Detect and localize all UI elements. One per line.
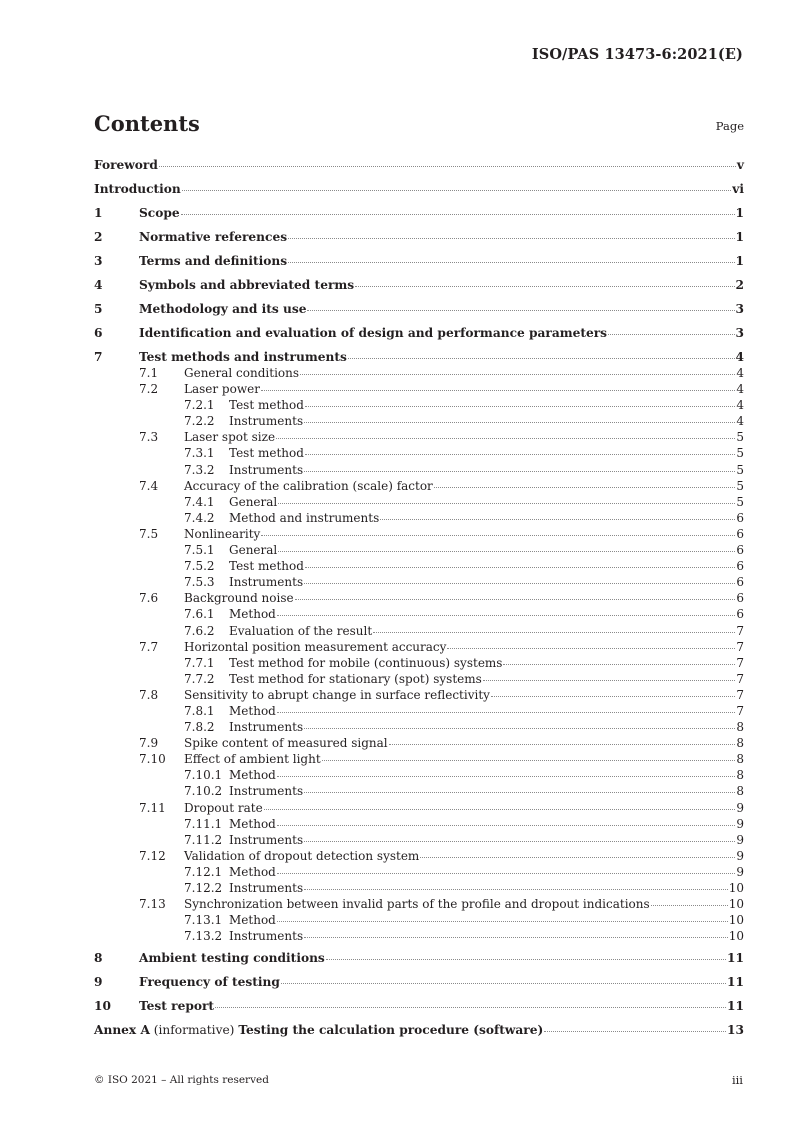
- toc-entry-number: 7.3.1: [184, 446, 215, 461]
- dot-leader: [503, 663, 735, 665]
- toc-entry[interactable]: [94, 179, 744, 203]
- toc-entry-annex-a[interactable]: [94, 1020, 744, 1044]
- toc-entry-page: 3: [735, 302, 744, 316]
- dot-leader: [544, 1030, 726, 1032]
- toc-entry-label: Foreword: [94, 158, 158, 172]
- toc-entry[interactable]: [94, 574, 744, 590]
- dot-leader: [355, 285, 734, 287]
- toc-entry-page: 8: [736, 768, 744, 783]
- document-identifier: ISO/PAS 13473-6:2021(E): [531, 46, 743, 63]
- toc-entry[interactable]: [94, 671, 744, 687]
- toc-entry-number: 7.5.2: [184, 559, 215, 574]
- dot-leader: [491, 695, 735, 697]
- page-title: Contents: [94, 111, 200, 136]
- toc-entry[interactable]: [94, 323, 744, 347]
- toc-entry-page: 10: [728, 929, 744, 944]
- toc-entry-number: 7.6: [139, 591, 159, 606]
- table-of-contents: [94, 155, 744, 1044]
- dot-leader: [304, 421, 735, 423]
- toc-entry-label: Test methods and instruments: [139, 350, 347, 364]
- toc-entry[interactable]: [94, 912, 744, 928]
- toc-entry-number: 7.11: [139, 800, 166, 815]
- toc-entry-page: 7: [736, 623, 744, 638]
- toc-entry[interactable]: [94, 494, 744, 510]
- toc-entry-label: Method: [229, 816, 276, 831]
- toc-entry-number: 7.4.1: [184, 494, 215, 509]
- dot-leader: [277, 711, 736, 713]
- toc-entry-label: Method: [229, 913, 276, 928]
- dot-leader: [307, 309, 734, 311]
- toc-entry[interactable]: [94, 227, 744, 251]
- toc-entry-number: 7.3.2: [184, 462, 215, 477]
- toc-entry-number: 1: [94, 206, 103, 220]
- dot-leader: [447, 647, 735, 649]
- toc-entry-label: Method: [229, 768, 276, 783]
- toc-entry[interactable]: [94, 816, 744, 832]
- toc-entry-number: 7.11.2: [184, 832, 223, 847]
- toc-entry[interactable]: [94, 299, 744, 323]
- toc-entry[interactable]: [94, 365, 744, 381]
- toc-entry[interactable]: [94, 996, 744, 1020]
- dot-leader: [483, 679, 736, 681]
- toc-entry[interactable]: [94, 948, 744, 972]
- toc-entry-page: 5: [736, 462, 744, 477]
- toc-entry-page: 3: [735, 326, 744, 340]
- toc-entry[interactable]: [94, 623, 744, 639]
- toc-entry[interactable]: [94, 972, 744, 996]
- dot-leader: [304, 936, 728, 938]
- toc-entry-page: v: [736, 158, 744, 172]
- toc-entry-page: 11: [727, 951, 744, 966]
- toc-entry-label: General conditions: [184, 366, 300, 380]
- toc-entry-label: Sensitivity to abrupt change in surface reflectivity: [184, 687, 490, 702]
- toc-entry-page: 10: [728, 913, 744, 928]
- toc-entry[interactable]: [94, 251, 744, 275]
- toc-entry-label: Test report: [139, 999, 215, 1014]
- toc-entry[interactable]: [94, 590, 744, 606]
- toc-entry[interactable]: [94, 413, 744, 429]
- toc-entry[interactable]: [94, 719, 744, 735]
- toc-entry-page: 4: [736, 414, 744, 429]
- toc-entry[interactable]: [94, 381, 744, 397]
- toc-entry[interactable]: [94, 429, 744, 445]
- toc-entry-page: 7: [736, 655, 744, 670]
- toc-entry-page: 9: [736, 848, 744, 863]
- dot-leader: [295, 598, 736, 600]
- toc-entry-number: 7.7.2: [184, 671, 215, 686]
- toc-entry-page: 1: [735, 230, 744, 244]
- toc-entry[interactable]: [94, 510, 744, 526]
- toc-entry-number: 7.11.1: [184, 816, 223, 831]
- dot-leader: [182, 189, 731, 191]
- toc-entry-page: 7: [736, 639, 744, 654]
- dot-leader: [278, 502, 735, 504]
- toc-entry-label: Laser power: [184, 382, 260, 397]
- toc-entry-page: 9: [736, 800, 744, 815]
- toc-entry-number: 7.3: [139, 430, 159, 445]
- toc-entry-label: Test method: [229, 446, 304, 461]
- toc-entry-number: 7.5: [139, 526, 159, 541]
- dot-leader: [261, 389, 735, 391]
- dot-leader: [420, 856, 735, 858]
- annex-prefix: Annex A: [94, 1023, 150, 1038]
- toc-entry-number: 7.13.1: [184, 913, 223, 928]
- toc-entry-label: Method and instruments: [229, 510, 380, 525]
- toc-entry[interactable]: [94, 800, 744, 816]
- toc-entry-page: 6: [736, 607, 744, 622]
- toc-entry[interactable]: [94, 880, 744, 896]
- dot-leader: [277, 824, 736, 826]
- toc-entry-number: 7: [94, 350, 103, 364]
- toc-entry[interactable]: [94, 751, 744, 767]
- dot-leader: [264, 808, 736, 810]
- toc-entry-page: 1: [735, 254, 744, 268]
- toc-entry-label: Instruments: [229, 462, 304, 477]
- toc-entry-label: Instruments: [229, 832, 304, 847]
- dot-leader: [305, 453, 735, 455]
- toc-entry[interactable]: [94, 203, 744, 227]
- toc-entry-number: 7.5.3: [184, 575, 215, 590]
- dot-leader: [281, 982, 726, 984]
- toc-entry-label: Frequency of testing: [139, 975, 280, 990]
- toc-entry-page: 1: [735, 206, 744, 220]
- toc-entry[interactable]: [94, 655, 744, 671]
- toc-entry-number: 7.5.1: [184, 543, 215, 558]
- page-number: iii: [731, 1073, 743, 1087]
- toc-entry-label: General: [229, 494, 278, 509]
- toc-entry-number: 7.2.1: [184, 398, 215, 413]
- toc-entry[interactable]: [94, 558, 744, 574]
- toc-entry-number: 7.7.1: [184, 655, 215, 670]
- toc-entry-label: Instruments: [229, 720, 304, 735]
- toc-entry-label: Method: [229, 864, 276, 879]
- toc-entry-number: 6: [94, 326, 103, 340]
- toc-entry-label: Accuracy of the calibration (scale) factor: [184, 478, 433, 493]
- toc-entry-page: 6: [736, 510, 744, 525]
- toc-entry-page: 6: [736, 526, 744, 541]
- toc-entry-number: 7.9: [139, 736, 159, 751]
- toc-entry-label: Instruments: [229, 414, 304, 429]
- dot-leader: [181, 213, 735, 215]
- toc-entry-label: Validation of dropout detection system: [184, 848, 420, 863]
- toc-entry-label: Test method: [229, 559, 304, 574]
- dot-leader: [288, 237, 734, 239]
- dot-leader: [608, 333, 734, 335]
- toc-entry-label: Instruments: [229, 881, 304, 895]
- toc-entry-number: 7.1: [139, 366, 159, 380]
- dot-leader: [348, 357, 735, 359]
- dot-leader: [159, 165, 736, 167]
- toc-entry-page: 13: [727, 1023, 744, 1038]
- toc-entry[interactable]: [94, 462, 744, 478]
- toc-entry-page: 4: [735, 350, 744, 364]
- dot-leader: [322, 759, 736, 761]
- annex-title: Testing the calculation procedure (software): [238, 1023, 544, 1038]
- toc-entry-number: 9: [94, 975, 103, 990]
- toc-entry[interactable]: [94, 526, 744, 542]
- dot-leader: [651, 904, 728, 906]
- toc-entry-label: Instruments: [229, 929, 304, 944]
- annex-qualifier: (informative): [149, 1023, 239, 1038]
- toc-entry-number: 7.8.1: [184, 703, 215, 718]
- toc-entry-page: 7: [736, 687, 744, 702]
- toc-entry-page: 2: [735, 278, 744, 292]
- toc-entry-number: 7.8: [139, 687, 159, 702]
- toc-entry[interactable]: [94, 445, 744, 461]
- toc-entry-label: Instruments: [229, 575, 304, 590]
- toc-entry-number: 7.10.2: [184, 784, 223, 799]
- toc-entry[interactable]: [94, 832, 744, 848]
- toc-entry-page: 8: [736, 752, 744, 767]
- dot-leader: [389, 743, 736, 745]
- toc-entry-label: Scope: [139, 206, 180, 220]
- toc-entry-number: 7.4.2: [184, 510, 215, 525]
- dot-leader: [304, 888, 728, 890]
- toc-entry-number: 7.6.2: [184, 623, 215, 638]
- toc-entry-number: 4: [94, 278, 103, 292]
- dot-leader: [326, 958, 726, 960]
- toc-entry[interactable]: [94, 864, 744, 880]
- toc-entry-number: 7.8.2: [184, 720, 215, 735]
- toc-entry-label: Synchronization between invalid parts of the profile and dropout indications: [184, 897, 650, 912]
- toc-entry[interactable]: [94, 783, 744, 799]
- toc-entry-page: 6: [736, 543, 744, 558]
- dot-leader: [277, 920, 728, 922]
- toc-entry-label: Terms and definitions: [139, 254, 288, 268]
- toc-entry-label: Evaluation of the result: [229, 623, 373, 638]
- toc-entry[interactable]: [94, 896, 744, 912]
- dot-leader: [434, 486, 736, 488]
- toc-entry-page: 5: [736, 478, 744, 493]
- toc-entry-number: 2: [94, 230, 103, 244]
- toc-entry-page: 9: [736, 832, 744, 847]
- dot-leader: [380, 518, 735, 520]
- toc-entry-page: 5: [736, 430, 744, 445]
- toc-entry-label: Method: [229, 703, 276, 718]
- toc-entry[interactable]: [94, 606, 744, 622]
- toc-entry-page: 8: [736, 736, 744, 751]
- toc-entry-label: Background noise: [184, 591, 294, 606]
- toc-entry-page: 11: [727, 999, 744, 1014]
- dot-leader: [304, 582, 735, 584]
- dot-leader: [215, 1006, 726, 1008]
- toc-entry-label: Test method for stationary (spot) systems: [229, 671, 482, 686]
- toc-entry-page: 9: [736, 816, 744, 831]
- toc-entry-number: 7.4: [139, 478, 159, 493]
- dot-leader: [304, 791, 735, 793]
- toc-entry-label: Methodology and its use: [139, 302, 307, 316]
- toc-entry[interactable]: [94, 767, 744, 783]
- toc-entry[interactable]: [94, 928, 744, 944]
- toc-entry-label: Effect of ambient light: [184, 752, 321, 767]
- toc-entry-number: 7.10: [139, 752, 166, 767]
- toc-entry-label: Test method for mobile (continuous) systems: [229, 655, 503, 670]
- toc-entry-label: Ambient testing conditions: [139, 951, 325, 966]
- toc-entry-label: Dropout rate: [184, 800, 263, 815]
- page-column-label: Page: [715, 119, 744, 133]
- dot-leader: [305, 405, 735, 407]
- toc-entry[interactable]: [94, 735, 744, 751]
- copyright-notice: © ISO 2021 – All rights reserved: [94, 1074, 269, 1086]
- toc-entry[interactable]: [94, 478, 744, 494]
- toc-entry-label: Normative references: [139, 230, 288, 244]
- toc-entry-number: 7.7: [139, 639, 159, 654]
- toc-entry-number: 3: [94, 254, 103, 268]
- dot-leader: [304, 470, 735, 472]
- toc-entry[interactable]: [94, 639, 744, 655]
- toc-entry-label: [94, 1020, 543, 1040]
- toc-entry-page: 7: [736, 671, 744, 686]
- toc-entry-label: Horizontal position measurement accuracy: [184, 639, 447, 654]
- dot-leader: [277, 614, 736, 616]
- toc-entry-number: 7.6.1: [184, 607, 215, 622]
- toc-entry-page: 11: [727, 975, 744, 990]
- toc-entry[interactable]: [94, 542, 744, 558]
- dot-leader: [300, 373, 735, 375]
- toc-entry[interactable]: [94, 397, 744, 413]
- toc-entry-number: 7.12.2: [184, 881, 223, 895]
- toc-entry-number: 7.2.2: [184, 414, 215, 429]
- toc-entry-page: 4: [736, 366, 744, 380]
- dot-leader: [278, 550, 735, 552]
- toc-entry-number: 7.13: [139, 897, 166, 912]
- toc-entry-page: 5: [736, 446, 744, 461]
- toc-entry-label: Instruments: [229, 784, 304, 799]
- toc-entry-number: 7.12: [139, 848, 166, 863]
- dot-leader: [373, 631, 735, 633]
- toc-entry-page: 10: [728, 881, 744, 895]
- toc-entry-label: Laser spot size: [184, 430, 276, 445]
- contents-heading-row: [94, 111, 744, 141]
- toc-entry-label: Identification and evaluation of design and performance parameters: [139, 326, 608, 340]
- toc-entry-page: 6: [736, 591, 744, 606]
- toc-entry-number: 7.2: [139, 382, 159, 397]
- toc-entry-page: 4: [736, 398, 744, 413]
- toc-entry-page: 6: [736, 559, 744, 574]
- toc-entry-number: 7.12.1: [184, 864, 223, 879]
- dot-leader: [277, 775, 736, 777]
- toc-entry[interactable]: [94, 687, 744, 703]
- toc-entry[interactable]: [94, 703, 744, 719]
- toc-entry-page: 9: [736, 864, 744, 879]
- toc-entry[interactable]: [94, 848, 744, 864]
- toc-entry-page: 4: [736, 382, 744, 397]
- toc-entry-label: General: [229, 543, 278, 558]
- dot-leader: [261, 534, 735, 536]
- dot-leader: [276, 437, 735, 439]
- toc-entry-number: 5: [94, 302, 103, 316]
- toc-entry-page: 6: [736, 575, 744, 590]
- toc-entry-page: 5: [736, 494, 744, 509]
- toc-entry-label: Test method: [229, 398, 304, 413]
- toc-entry-number: 8: [94, 951, 103, 966]
- toc-entry-page: 10: [728, 897, 744, 912]
- toc-entry-page: vi: [732, 182, 744, 196]
- toc-entry-label: Symbols and abbreviated terms: [139, 278, 355, 292]
- dot-leader: [305, 566, 735, 568]
- toc-entry[interactable]: [94, 275, 744, 299]
- toc-entry-label: Nonlinearity: [184, 526, 261, 541]
- toc-entry-page: 8: [736, 784, 744, 799]
- toc-entry[interactable]: [94, 155, 744, 179]
- toc-entry-page: 8: [736, 720, 744, 735]
- dot-leader: [288, 261, 734, 263]
- dot-leader: [277, 872, 736, 874]
- toc-entry-label: Method: [229, 607, 276, 622]
- toc-entry-number: 7.10.1: [184, 768, 223, 783]
- dot-leader: [304, 727, 735, 729]
- toc-entry-number: 10: [94, 999, 111, 1014]
- toc-entry-label: Spike content of measured signal: [184, 736, 388, 751]
- toc-entry-label: Introduction: [94, 182, 181, 196]
- toc-entry-number: 7.13.2: [184, 929, 223, 944]
- toc-entry-page: 7: [736, 703, 744, 718]
- dot-leader: [304, 840, 735, 842]
